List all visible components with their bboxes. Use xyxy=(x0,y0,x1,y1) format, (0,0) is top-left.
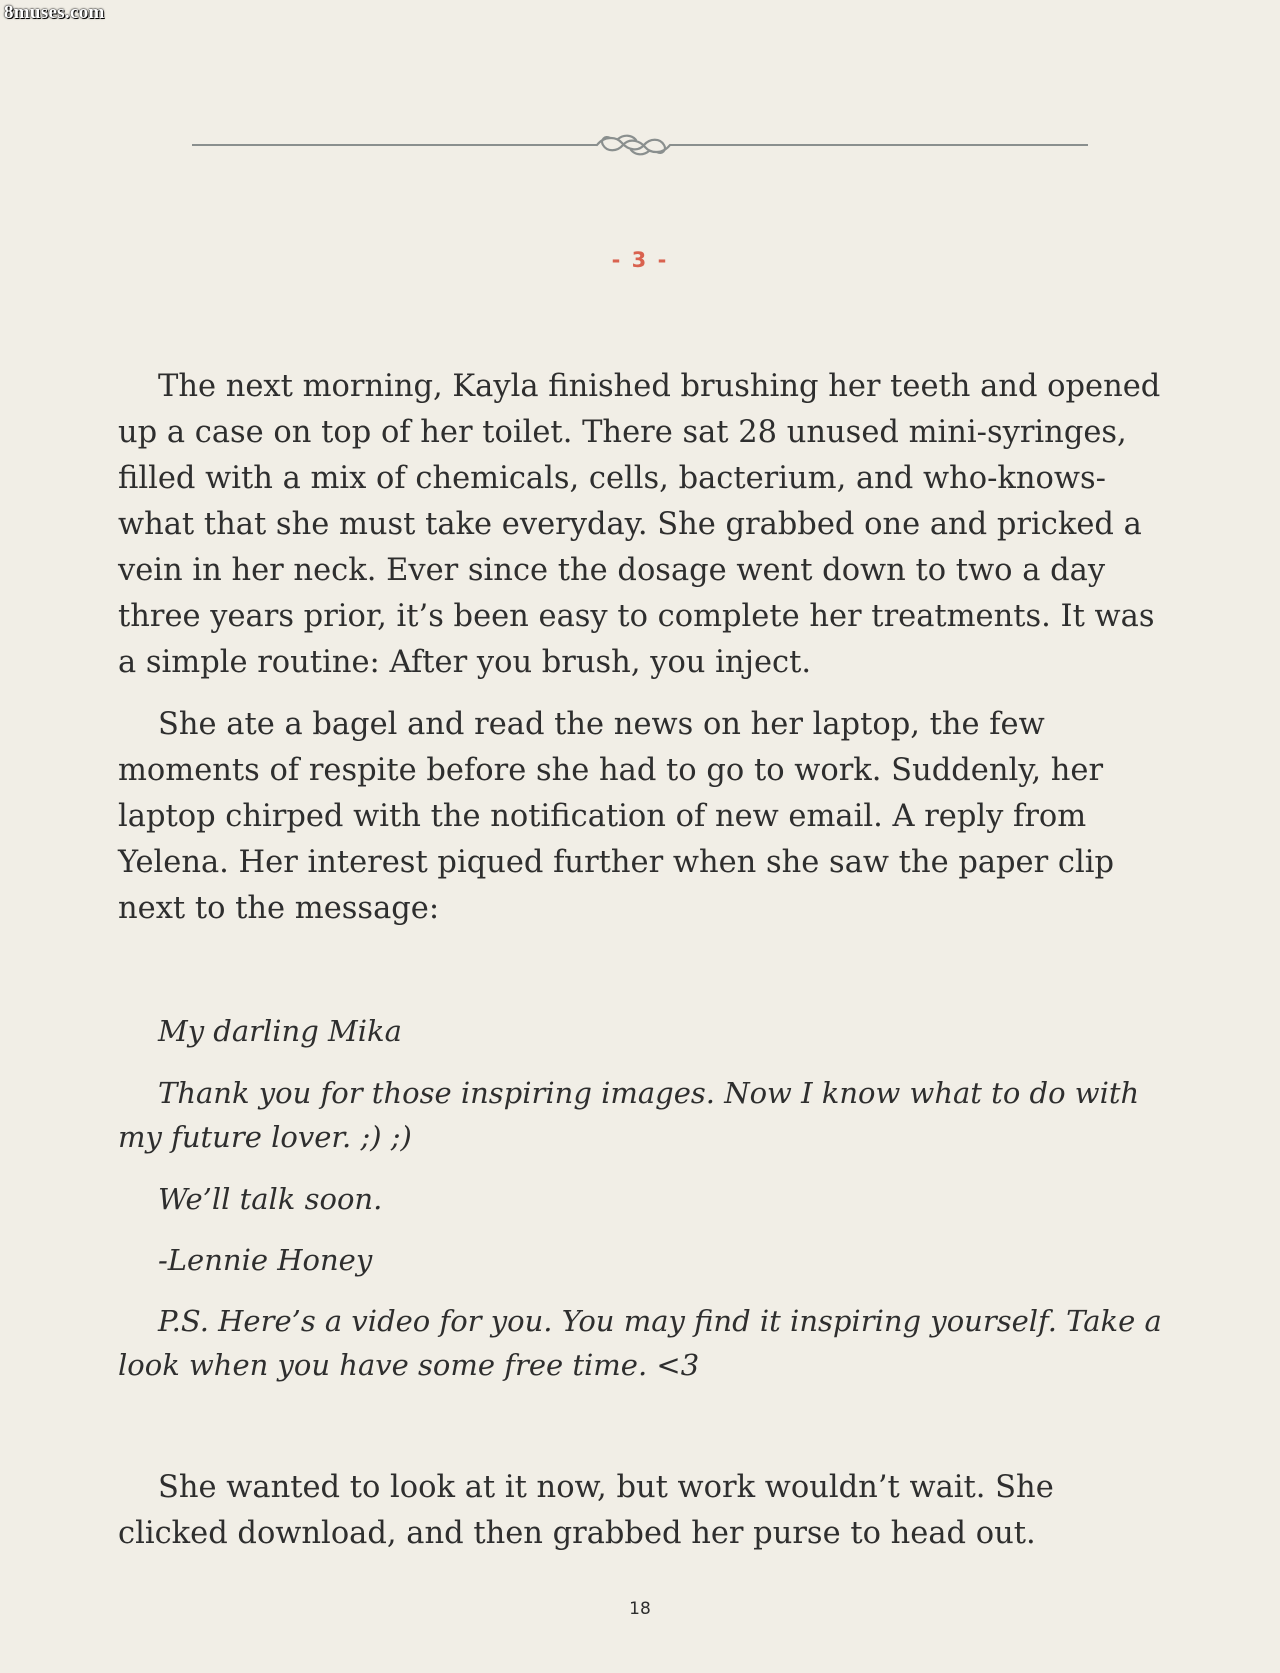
letter-body xyxy=(118,1071,1170,1159)
letter-greeting xyxy=(118,1009,1170,1053)
paragraph-text: She wanted to look at it now, but work wouldn’t wait. She clicked download, and then grabbed her purse to head out. xyxy=(118,1470,1054,1551)
letter-closing xyxy=(118,1177,1170,1221)
letter-closing-text: We’ll talk soon. xyxy=(158,1182,383,1216)
paragraph-2 xyxy=(118,702,1170,932)
site-watermark: 8muses.com xyxy=(4,2,105,23)
letter-postscript-text: P.S. Here’s a video for you. You may find it inspiring yourself. Take a look when you have some free time. <3 xyxy=(118,1304,1162,1382)
paragraph-3 xyxy=(118,1465,1170,1557)
paragraph-1 xyxy=(118,364,1170,686)
letter-greeting-text: My darling Mika xyxy=(158,1014,402,1048)
page-number: 18 xyxy=(629,1599,651,1619)
letter-signature xyxy=(118,1238,1170,1282)
paragraph-text: The next morning, Kayla finished brushing her teeth and opened up a case on top of her toilet. There sat 28 unused mini-syringes, filled with a mix of chemicals, cells, bacterium, and who-knows-what that she must take everyday. She grabbed one and pricked a vein in her neck. Ever since the dosage went down to two a day three years prior, it’s been easy to complete her treatments. It was a simple routine: After you brush, you inject. xyxy=(118,369,1161,680)
letter-postscript xyxy=(118,1299,1170,1387)
letter-body-text: Thank you for those inspiring images. Now I know what to do with my future lover. ;) ;) xyxy=(118,1076,1140,1154)
chapter-number: - 3 - xyxy=(611,248,669,272)
letter-signature-text: -Lennie Honey xyxy=(158,1243,373,1277)
flourish-ornament-icon xyxy=(192,128,1088,162)
paragraph-text: She ate a bagel and read the news on her laptop, the few moments of respite before she had to go to work. Suddenly, her laptop chirped with the notification of new email. A reply from Yelena. Her interest piqued further when she saw the paper clip next to the message: xyxy=(118,707,1115,926)
